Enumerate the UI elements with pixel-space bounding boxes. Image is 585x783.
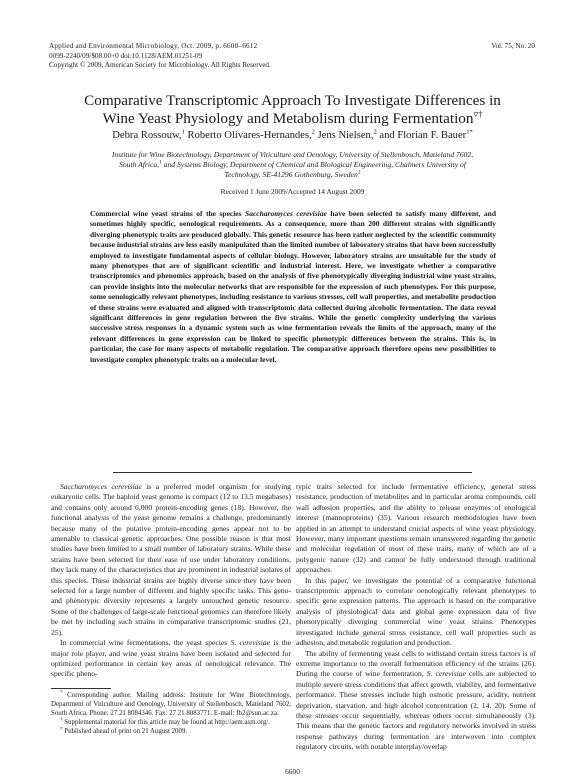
body-column-left <box>51 482 291 680</box>
copyright-line: Copyright © 2009, American Society for Microbiology. All Rights Reserved. <box>49 61 271 70</box>
affiliation-line-2a: South Africa, <box>119 160 160 169</box>
author-1-affil: 1 <box>181 128 185 136</box>
paragraph-text: is a preferred model organism for studying eukaryotic cells. The haploid yeast genome is compact (12 to 13.5 megabases) and contains only around 6,000 protein-encoding genes (18). However, the functional analysis of the yeast genome remains a challenge, predominantly because many of the putative protein-encoding genes appear not to be amenable to classical genetic approaches. One possible reason is that most studies have been limited to a small number of laboratory strains. While these strains have been selected for their ease of use under laboratory conditions, they lack many of the characteristics that are prominent in industrial isolates of this species. These industrial strains are highly diverse since they have been selected for a large number of different and highly specific tasks. This geno- and phenotypic diversity represents a largely untouched genetic resource. Some of the challenges of large-scale functional genomics can therefore likely be met by including such strains in comparative transcriptomic studies (21, 25). <box>51 482 291 637</box>
footnote-text: Corresponding author. Mailing address: Institute for Wine Biotechnology, Department of Viticulture and Oenology, University of Stellenbosch, Matieland 7602, South Africa. Phone: 27 21 8084346. Fax: 27 21 8083771. E-mail: fb2@sun.ac.za. <box>51 692 291 717</box>
paragraph-text: In commercial wine fermentations, the yeast species <box>60 638 231 648</box>
paragraph-text: The ability of fermenting yeast cells to withstand certain stress factors is of extreme importance to the overall fermentation efficiency of the strains (26). During the course of wine fermentation, <box>296 648 536 679</box>
author-4-affil: 1* <box>466 128 473 136</box>
species-name: S. cerevisiae <box>230 638 271 648</box>
abstract-divider <box>113 472 472 473</box>
footnote-corresponding <box>51 691 291 718</box>
species-name: Saccharomyces cerevisiae <box>60 482 142 491</box>
abstract <box>90 209 496 365</box>
page-number: 6600 <box>285 767 300 776</box>
footnote-mark: ▿ <box>60 726 63 732</box>
affiliation-line-1: Institute for Wine Biotechnology, Department of Viticulture and Oenology, University of Stellenbosch, Matieland 7602, <box>111 150 474 159</box>
paragraph-text: is the major role player, and wine yeast strains have been isolated and selected for optimized performance in certain key areas of oenological relevance. The specific pheno- <box>51 638 291 679</box>
received-dates: Received 1 June 2009/Accepted 14 August 2009 <box>220 187 365 196</box>
abstract-text-rest: have been selected to satisfy many different, and sometimes highly specific, oenological requirements. As a consequence, more than 200 different strains with significantly diverging phenotypic traits are produced globally. This genetic resource has been rather neglected by the scientific community because industrial strains are less easily manipulated than the limited number of laboratory strains that have been successfully employed to investigate fundamental aspects of cellular biology. However, laboratory strains are unsuitable for the study of many phenotypes that are of significant scientific and industrial interest. Here, we investigate whether a comparative transcriptomics and phenomics approach, based on the analysis of five phenotypically diverging industrial wine yeast strains, can provide insights into the molecular networks that are responsible for the expression of such phenotypes. For this purpose, some oenologically relevant phenotypes, including resistance to various stresses, cell wall properties, and metabolite production of these strains were evaluated and aligned with transcriptomic data collected during alcoholic fermentation. The data reveal significant differences in gene regulation between the five strains. While the genetic complexity underlying the various successive stress responses in a dynamic system such as wine fermentation reveals the limits of the approach, many of the relevant differences in gene expression can be linked to specific phenotypic differences between the strains. This is, in particular, the case for many aspects of metabolic regulation. The comparative approach therefore opens new possibilities to investigate complex phenotypic traits on a molecular level. <box>90 209 497 364</box>
title-line-2: Wine Yeast Physiology and Metabolism during Fermentation <box>102 109 474 127</box>
intro-paragraph-3: In this paper, we investigate the potential of a comparative functional transcriptomic approach to correlate oenologically relevant phenotypes to specific gene expression patterns. The approach is based on the comparative analysis of physiological data and global gene expression data of five phenotypically diverging commercial wine yeast strains. Phenotypes investigated include general stress resistance, cell wall properties such as adhesion, and metabolic regulation and production. <box>296 575 536 648</box>
abstract-text-start: Commercial wine yeast strains of the species <box>90 209 246 218</box>
author-3: Jens Nielsen, <box>317 130 374 141</box>
footnote-supplemental <box>51 718 291 727</box>
title-footnote-marks: ▿† <box>473 108 483 119</box>
title-line-1: Comparative Transcriptomic Approach To Investigate Differences in <box>84 92 501 109</box>
footnotes <box>51 691 291 736</box>
affiliation-line-2b: and Systems Biology, Department of Chemical and Biological Engineering, Chalmers University of <box>161 160 466 169</box>
footnote-published <box>51 727 291 736</box>
affiliation-sup-1: 1 <box>159 159 162 166</box>
footnote-text: Published ahead of print on 21 August 2009. <box>62 728 188 735</box>
footnote-text: Supplemental material for this article may be found at http://aem.asm.org/. <box>62 719 270 726</box>
intro-paragraph-2 <box>51 638 291 680</box>
issn-doi: 0099-2240/09/$08.00+0 doi:10.1128/AEM.01251-09 <box>49 51 203 60</box>
author-2-affil: 2 <box>311 128 315 136</box>
article-title <box>40 92 545 127</box>
species-name: S. cerevisiae <box>426 669 466 679</box>
intro-paragraph-2-cont: typic traits selected for include fermentative efficiency, general stress resistance, production of metabolites and in particular aroma compounds, cell wall adhesion properties, and the ability to release enzymes of enological interest (mannoproteins) (35). Various research methodologies have been applied in an attempt to understand crucial aspects of wine yeast physiology. However, many important questions remain unanswered regarding the genetic and molecular regulation of most of these traits, many of which are of a polygenic nature (32) and cannot be fully understood through traditional approaches. <box>296 482 536 575</box>
intro-paragraph-1 <box>51 482 291 638</box>
journal-header <box>49 42 271 71</box>
journal-citation: Applied and Environmental Microbiology, Oct. 2009, p. 6600–6612 <box>49 42 258 50</box>
paragraph-text: cells are subjected to multiple severe stress conditions that affect growth, viability, and fermentative performance. These stresses include high osmotic pressure, acidity, nutrient deprivation, starvation, and high alcohol concentration (2, 14, 20). Some of these stresses occur sequentially, whereas others occur simultaneously (3). This means that the genetic factors and regulatory networks involved in stress response pathways during fermentation are interwoven into complex regulatory circuits, with notable interplay/overlap <box>296 669 536 752</box>
author-3-affil: 2 <box>373 128 377 136</box>
affiliation-line-3: Technology, SE-41296 Gothenburg, Sweden <box>224 170 358 179</box>
footnote-mark: † <box>60 717 63 723</box>
affiliation-sup-2: 2 <box>357 169 361 176</box>
footnote-mark: * <box>60 690 63 696</box>
author-2: Roberto Olivares-Hernandes, <box>187 130 312 141</box>
author-list <box>40 130 545 141</box>
author-4: and Florian F. Bauer <box>379 130 467 141</box>
author-1: Debra Rossouw, <box>112 130 182 141</box>
body-column-right <box>296 482 536 753</box>
intro-paragraph-4 <box>296 649 536 753</box>
abstract-species-name: Saccharomyces cerevisiae <box>245 209 327 218</box>
volume-issue: Vol. 75, No. 20 <box>491 42 535 50</box>
footnote-divider <box>51 688 111 689</box>
affiliations <box>60 150 525 180</box>
